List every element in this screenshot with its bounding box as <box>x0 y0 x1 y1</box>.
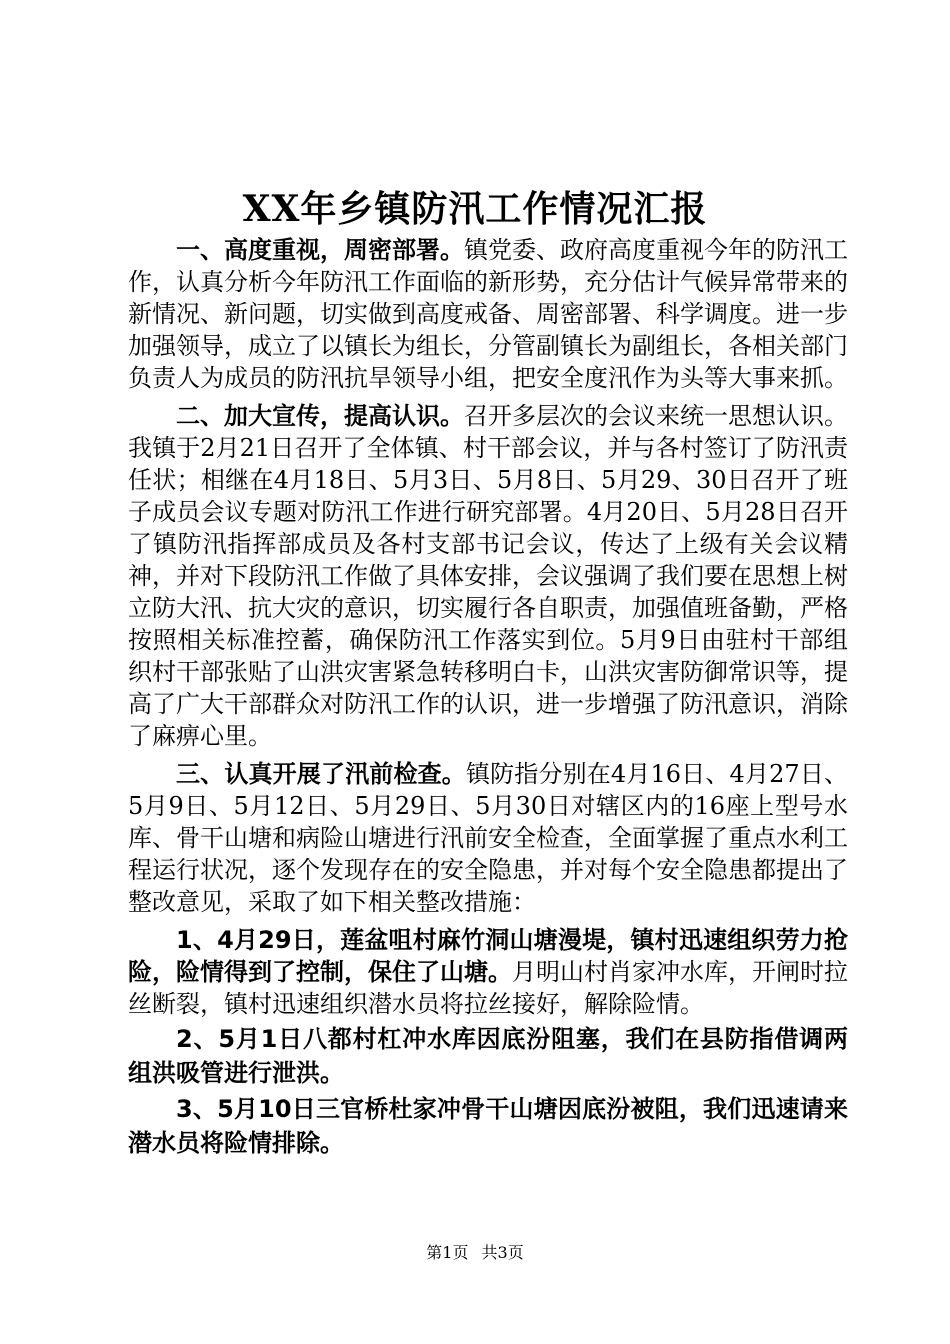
page-total: 共3页 <box>481 1243 524 1262</box>
measure-bold-text: 2、5月1日八都村杠冲水库因底汾阻塞，我们在县防指借调两组洪吸管进行泄洪。 <box>128 1025 848 1087</box>
measure-bold-text: 1、4月29日，莲盆咀村麻竹洞山塘漫堤，镇村迅速组织劳力抢险，险情得到了控制，保住了山塘。 <box>128 926 848 986</box>
page-footer <box>0 1242 950 1264</box>
section-text: 镇党委、政府高度重视今年的防汛工作，认真分析今年防汛工作面临的新形势，充分估计气候异常带来的新情况、新问题，切实做到高度戒备、周密部署、科学调度。进一步加强领导，成立了以镇长为组长，分管副镇长为副组长，各相关部门负责人为成员的防汛抗旱领导小组，把安全度汛作为头等大事来抓。 <box>128 236 848 392</box>
document-title: XX年乡镇防汛工作情况汇报 <box>242 188 708 230</box>
section-heading: 二、加大宣传，提高认识。 <box>176 402 464 430</box>
section-1 <box>128 234 848 394</box>
section-text: 镇防指分别在4月16日、4月27日、5月9日、5月12日、5月29日、5月30日对辖区内的16座上型号水库、骨干山塘和病险山塘进行汛前安全检查，全面掌握了重点水利工程运行状况，逐个发现存在的安全隐患，并对每个安全隐患都提出了整改意见，采取了如下相关整改措施： <box>128 760 848 916</box>
section-text: 召开多层次的会议来统一思想认识。我镇于2月21日召开了全体镇、村干部会议，并与各村签订了防汛责任状；相继在4月18日、5月3日、5月8日、5月29、30日召开了班子成员会议专题对防汛工作进行研究部署。4月20日、5月28日召开了镇防汛指挥部成员及各村支部书记会议，传达了上级有关会议精神，并对下段防汛工作做了具体安排，会议强调了我们要在思想上树立防大汛、抗大灾的意识，切实履行各自职责，加强值班备勤，严格按照相关标准控蓄，确保防汛工作落实到位。5月9日由驻村干部组织村干部张贴了山洪灾害紧急转移明白卡，山洪灾害防御常识等，提高了广大干部群众对防汛工作的认识，进一步增强了防汛意识，消除了麻痹心里。 <box>128 402 848 750</box>
measure-1 <box>128 924 848 1020</box>
measure-bold-text: 3、5月10日三官桥杜家冲骨干山塘因底汾被阻，我们迅速请来潜水员将险情排除。 <box>128 1095 848 1157</box>
measure-text: 月明山村肖家冲水库，开闸时拉丝断裂，镇村迅速组织潜水员将拉丝接好，解除险情。 <box>128 958 848 1018</box>
measure-2 <box>128 1022 848 1090</box>
section-heading: 一、高度重视，周密部署。 <box>176 236 464 264</box>
section-heading: 三、认真开展了汛前检查。 <box>176 760 466 788</box>
section-2 <box>128 400 848 752</box>
document-body <box>128 234 848 1160</box>
measure-3 <box>128 1092 848 1160</box>
page-number: 第1页 <box>426 1243 469 1262</box>
section-3 <box>128 758 848 918</box>
